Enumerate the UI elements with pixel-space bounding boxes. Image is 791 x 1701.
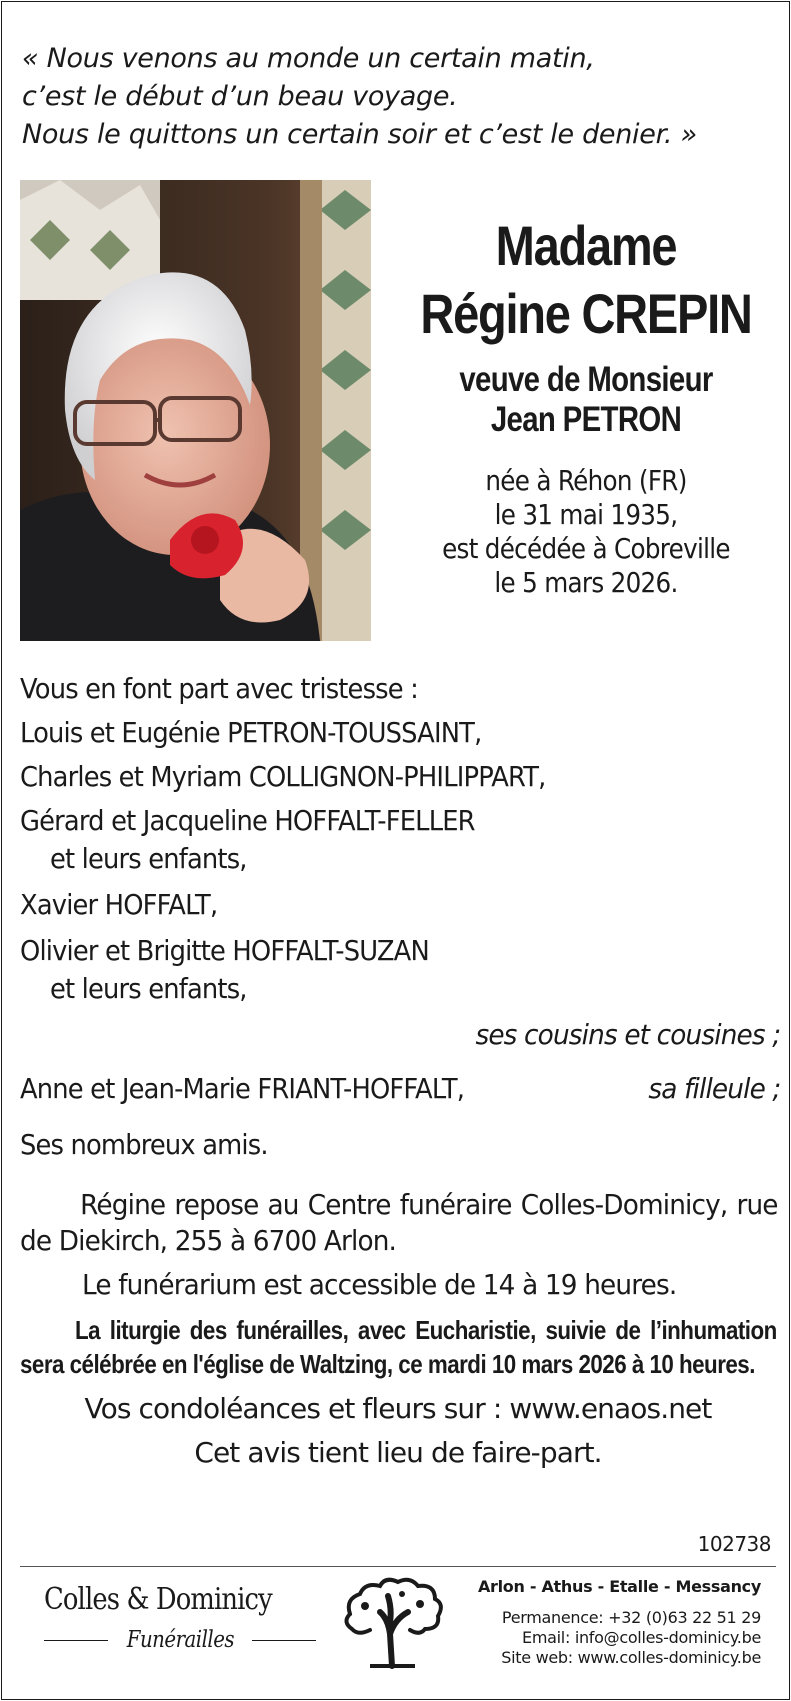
obituary-notice [1, 1, 790, 1700]
portrait-photo [20, 180, 371, 641]
family-line: Louis et Eugénie PETRON-TOUSSAINT, [20, 716, 482, 749]
contact-block [478, 1577, 761, 1668]
deceased-name [418, 212, 754, 348]
quote-line-2: c’est le début d’un beau voyage. [22, 81, 458, 112]
friends-line: Ses nombreux amis. [20, 1128, 268, 1161]
reference-number: 102738 [697, 1532, 771, 1556]
family-line: Gérard et Jacqueline HOFFALT-FELLER [20, 804, 475, 837]
family-line: Olivier et Brigitte HOFFALT-SUZAN [20, 934, 429, 967]
opening-quote [22, 40, 782, 154]
godchild-name: Anne et Jean-Marie FRIANT-HOFFALT, [20, 1072, 465, 1105]
phone-line: Permanence: +32 (0)63 22 51 29 [501, 1608, 761, 1627]
visiting-hours: Le funérarium est accessible de 14 à 19 heures. [82, 1268, 677, 1301]
locations: Arlon - Athus - Etalle - Messancy [477, 1577, 761, 1596]
resting-place [20, 1187, 778, 1259]
notice-line: Cet avis tient lieu de faire-part. [194, 1436, 602, 1469]
death-place: est décédée à Cobreville [442, 532, 730, 565]
liturgy-details: La liturgie des funérailles, avec Eucharistie, suivie de l’inhumation sera célébrée en l'église de Waltzing, ce mardi 10 mars 2026 à 10 heures. [20, 1315, 777, 1379]
tree-icon [340, 1574, 450, 1673]
family-intro: Vous en font part avec tristesse : [20, 672, 419, 705]
title: Madame [495, 214, 677, 277]
subtitle-rule-left [44, 1640, 108, 1641]
subtitle-rule-right [252, 1640, 316, 1641]
birth-place: née à Réhon (FR) [485, 464, 687, 497]
full-name: Régine CREPIN [420, 282, 752, 345]
widow-line-1: veuve de Monsieur [459, 360, 713, 399]
company-subtitle [44, 1627, 316, 1653]
cousins-label: ses cousins et cousines ; [475, 1018, 780, 1051]
family-line: Charles et Myriam COLLIGNON-PHILIPPART, [20, 760, 546, 793]
widow-line-2: Jean PETRON [490, 400, 682, 439]
quote-line-1: « Nous venons au monde un certain matin, [22, 43, 595, 74]
godchild-label: sa filleule ; [647, 1072, 780, 1105]
funeral-info [20, 1187, 776, 1471]
family-line: Xavier HOFFALT, [20, 888, 218, 921]
widow-of [418, 360, 754, 440]
quote-line-3: Nous le quittons un certain soir et c’est le denier. » [22, 119, 697, 150]
birth-death-details [410, 464, 762, 600]
deceased-header [386, 212, 786, 600]
family-line: et leurs enfants, [50, 842, 247, 875]
email-line: Email: info@colles-dominicy.be [522, 1628, 761, 1647]
birth-date: le 31 mai 1935, [494, 498, 678, 531]
family-line: et leurs enfants, [50, 972, 247, 1005]
website-line: Site web: www.colles-dominicy.be [501, 1648, 761, 1667]
death-date: le 5 mars 2026. [494, 566, 678, 599]
subtitle-text: Funérailles [126, 1627, 234, 1653]
footer-divider [20, 1566, 776, 1567]
condolences-line: Vos condoléances et fleurs sur : www.enaos.net [84, 1392, 712, 1425]
resting-place-text: Régine repose au Centre funéraire Colles-Dominicy, rue de Diekirch, 255 à 6700 Arlon. [20, 1188, 778, 1257]
company-name: Colles & Dominicy [44, 1582, 272, 1617]
